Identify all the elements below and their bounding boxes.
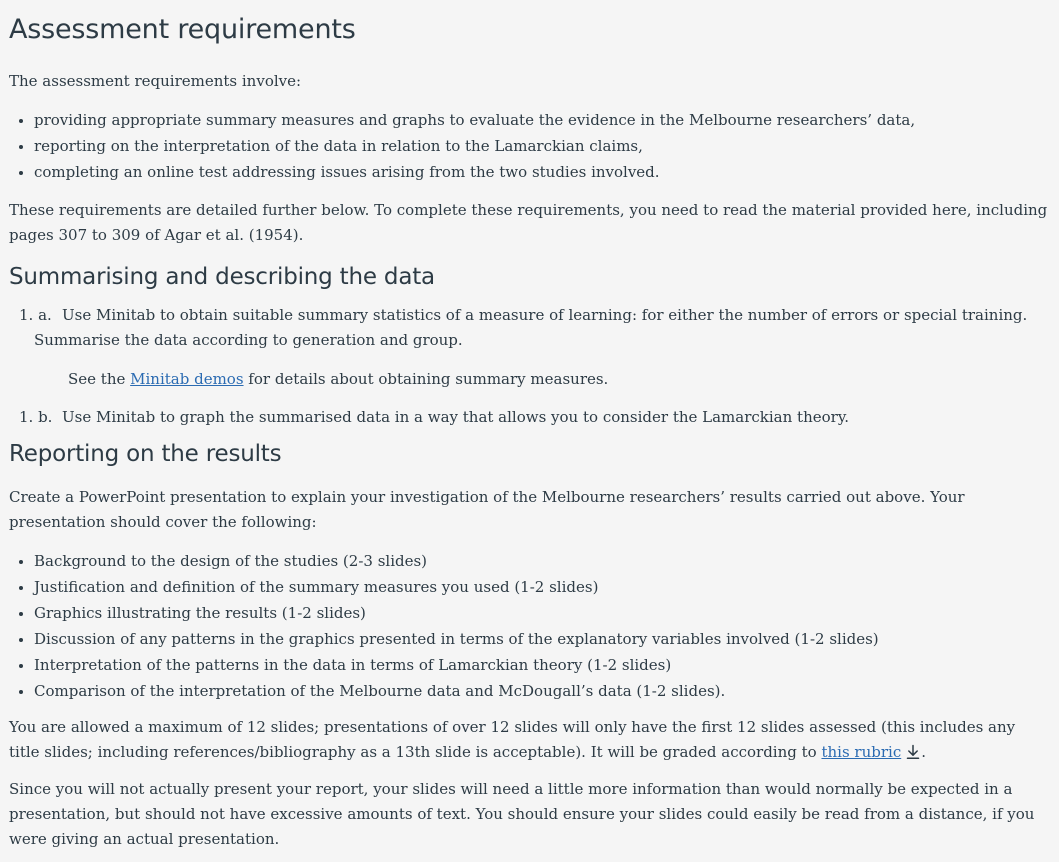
slide-limit-end: .	[921, 743, 927, 761]
list-item: completing an online test addressing issues arising from the two studies involved.	[9, 159, 1049, 185]
instruction-text: Use Minitab to obtain suitable summary statistics of a measure of learning: for either the number of errors or special training. Summarise the data according to generation and group.	[34, 306, 1028, 349]
instruction-list-b	[9, 405, 1045, 430]
instruction-list-a	[9, 303, 1045, 353]
minitab-demos-link[interactable]: Minitab demos	[130, 370, 244, 388]
list-item: Comparison of the interpretation of the Melbourne data and McDougall’s data (1-2 slides).	[9, 678, 1049, 704]
instruction-item-1a	[9, 303, 1045, 353]
see-demos-paragraph	[68, 367, 608, 392]
presentation-intro-paragraph: Create a PowerPoint presentation to explain your investigation of the Melbourne researchers’ results carried out above. Your presentation should cover the following:	[9, 488, 965, 531]
page-title: Assessment requirements	[9, 14, 356, 45]
list-item: Interpretation of the patterns in the data in terms of Lamarckian theory (1-2 slides)	[9, 652, 1049, 678]
item-marker: 1. b.	[19, 408, 53, 426]
slide-limit-text: You are allowed a maximum of 12 slides; presentations of over 12 slides will only have the first 12 slides assessed (this includes any title slides; including references/bibliography as a 13th slide is acceptable). It will be graded according to	[9, 718, 1016, 761]
instruction-text: Use Minitab to graph the summarised data in a way that allows you to consider the Lamarckian theory.	[62, 408, 850, 426]
list-item: Discussion of any patterns in the graphics presented in terms of the explanatory variables involved (1-2 slides)	[9, 626, 1049, 652]
list-item: providing appropriate summary measures and graphs to evaluate the evidence in the Melbourne researchers’ data,	[9, 107, 1049, 133]
list-item: reporting on the interpretation of the data in relation to the Lamarckian claims,	[9, 133, 1049, 159]
final-paragraph: Since you will not actually present your report, your slides will need a little more information than would normally be expected in a presentation, but should not have excessive amounts of text. You should ensure your slides could easily be read from a distance, if you were giving an actual presentation.	[9, 780, 1035, 848]
see-prefix: See the	[68, 370, 131, 388]
list-item: Justification and definition of the summary measures you used (1-2 slides)	[9, 574, 1049, 600]
slide-limit-paragraph	[9, 715, 1049, 768]
instruction-item-1b	[9, 405, 1045, 430]
rubric-link[interactable]: this rubric	[821, 743, 902, 761]
slides-list	[9, 548, 1049, 704]
section-heading-summarising: Summarising and describing the data	[9, 264, 435, 290]
requirements-list	[9, 107, 1049, 185]
download-icon[interactable]	[905, 743, 921, 768]
list-item: Graphics illustrating the results (1-2 slides)	[9, 600, 1049, 626]
section-heading-reporting: Reporting on the results	[9, 441, 282, 467]
details-paragraph: These requirements are detailed further below. To complete these requirements, you need to read the material provided here, including pages 307 to 309 of Agar et al. (1954).	[9, 201, 1048, 244]
item-marker: 1. a.	[19, 306, 52, 324]
list-item: Background to the design of the studies (2-3 slides)	[9, 548, 1049, 574]
see-suffix: for details about obtaining summary measures.	[243, 370, 609, 388]
intro-paragraph: The assessment requirements involve:	[9, 72, 302, 90]
